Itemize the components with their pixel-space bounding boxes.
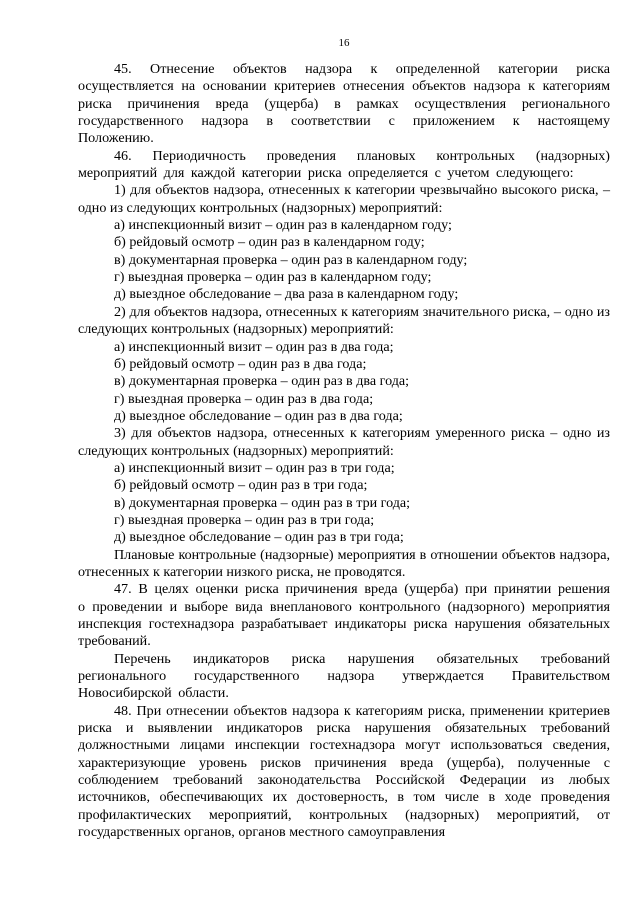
paragraph-47: 47. В целях оценки риска причинения вреда (ущерба) при принятии решения о проведении и выборе вида внепланового контрольного (надзорного) мероприятия инспекция гостехнадзора разрабатывает индикаторы риска нарушения обязательных требований. bbox=[78, 581, 610, 650]
list-item-1d: г) выездная проверка – один раз в календарном году; bbox=[114, 269, 432, 286]
list-item-3e: д) выездное обследование – один раз в три года; bbox=[114, 529, 404, 546]
paragraph-48: 48. При отнесении объектов надзора к категориям риска, применении критериев риска и выявлении индикаторов риска нарушения обязательных требований должностными лицами инспекции гостехнадзора могут использоваться сведения, характеризующие уровень рисков причинения вреда (ущерба), полученные с соблюдением требований законодательства Российской Федерации из любых источников, обеспечивающих их достоверность, в том числе в ходе проведения профилактических мероприятий, контрольных (надзорных) мероприятий, от государственных органов, органов местного самоуправления bbox=[78, 702, 610, 841]
document-body bbox=[78, 61, 610, 841]
list-item-1c: в) документарная проверка – один раз в календарном году; bbox=[114, 251, 468, 268]
list-item-2b: б) рейдовый осмотр – один раз в два года; bbox=[114, 355, 367, 372]
list-item-2c: в) документарная проверка – один раз в два года; bbox=[114, 373, 410, 390]
list-item-2d: г) выездная проверка – один раз в два года; bbox=[114, 390, 374, 407]
paragraph-46-item-2: 2) для объектов надзора, отнесенных к категориям значительного риска, – одно из следующих контрольных (надзорных) мероприятий: bbox=[78, 303, 610, 338]
list-item-1e: д) выездное обследование – два раза в календарном году; bbox=[114, 286, 459, 303]
list-item-3d: г) выездная проверка – один раз в три года; bbox=[114, 511, 375, 528]
list-item-1b: б) рейдовый осмотр – один раз в календарном году; bbox=[114, 234, 425, 251]
list-item-3a: а) инспекционный визит – один раз в три года; bbox=[114, 459, 395, 476]
list-item-2a: а) инспекционный визит – один раз в два года; bbox=[114, 338, 394, 355]
paragraph-46-item-3: 3) для объектов надзора, отнесенных к категориям умеренного риска – одно из следующих контрольных (надзорных) мероприятий: bbox=[78, 425, 610, 459]
paragraph-46: 46. Периодичность проведения плановых контрольных (надзорных) мероприятий для каждой категории риска определяется с учетом следующего: bbox=[78, 147, 610, 182]
paragraph-46-item-1: 1) для объектов надзора, отнесенных к категории чрезвычайно высокого риска, – одно из следующих контрольных (надзорных) мероприятий: bbox=[78, 182, 610, 216]
list-item-3c: в) документарная проверка – один раз в три года; bbox=[114, 494, 411, 511]
paragraph-low-risk: Плановые контрольные (надзорные) мероприятия в отношении объектов надзора, отнесенных к категории низкого риска, не проводятся. bbox=[78, 546, 610, 580]
list-item-3b: б) рейдовый осмотр – один раз в три года; bbox=[114, 477, 368, 494]
paragraph-45: 45. Отнесение объектов надзора к определенной категории риска осуществляется на основании критериев отнесения объектов надзора к категориям риска причинения вреда (ущерба) в рамках осуществления регионального государственного надзора в соответствии с приложением к настоящему Положению. bbox=[78, 61, 610, 147]
list-item-1a: а) инспекционный визит – один раз в календарном году; bbox=[114, 217, 452, 234]
page-number: 16 bbox=[338, 37, 350, 49]
paragraph-risk-indicators: Перечень индикаторов риска нарушения обязательных требований регионального государственного надзора утверждается Правительством Новосибирской области. bbox=[78, 650, 610, 702]
list-item-2e: д) выездное обследование – один раз в два года; bbox=[114, 407, 403, 424]
